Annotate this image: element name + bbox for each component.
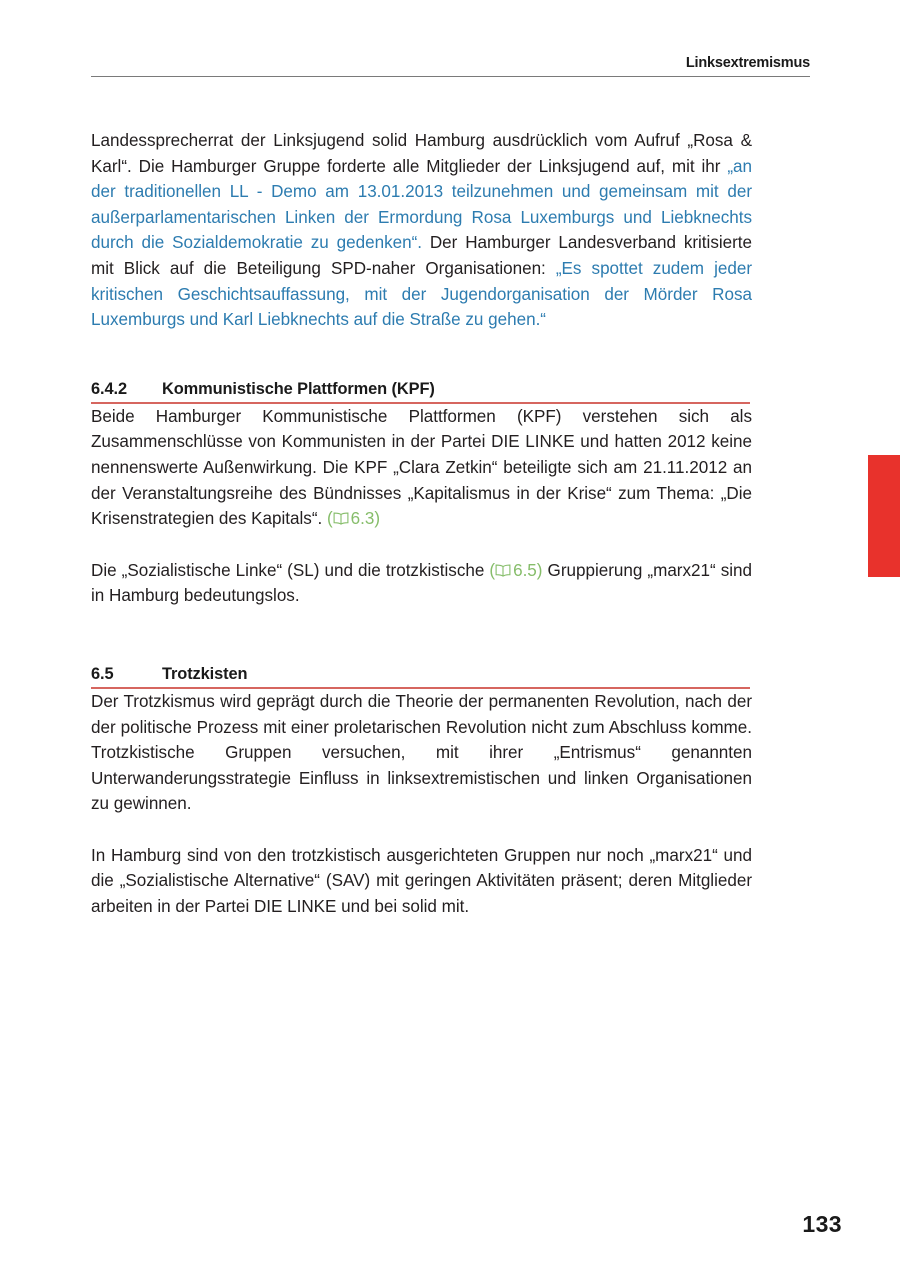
cross-reference-open-paren: ( (326, 509, 333, 529)
heading-6-5-number: 6.5 (91, 664, 114, 683)
cross-reference-6-5[interactable] (489, 561, 542, 580)
paragraph-3-part-b: Gruppierung „marx21“ sind in Hamburg bedeutungslos. (91, 560, 753, 606)
paragraph-3-part-a: Die „Sozialistische Linke“ (SL) und die trotzkistische (91, 560, 490, 580)
paragraph-2-text: Beide Hamburger Kommunistische Plattformen (KPF) verstehen sich als Zusammenschlüsse von Kommunisten in der Partei DIE LINKE und hatten 2012 keine nennenswerte Außenwirkung. Die KPF „Clara Zetkin“ beteiligte sich am 21.11.2012 an der Veranstaltungsreihe des Bündnisses „Kapitalismus in der Krise“ zum Thema: „Die Krisenstrategien des Kapitals“. (91, 406, 752, 529)
heading-6-4-2 (91, 380, 750, 404)
cross-reference-close-paren: ) (536, 560, 543, 580)
running-head (91, 55, 810, 77)
paragraph-1-part-b: Der Hamburger Landesverband kritisierte mit Blick auf die Beteiligung SPD-naher Organisationen: (91, 233, 752, 278)
cross-reference-label: 6.5 (513, 560, 537, 580)
paragraph-1-quote-1: „an der traditionellen LL - Demo am 13.01.2013 teilzunehmen und gemeinsam mit der außerparlamentarischen Linken der Ermordung Rosa Luxemburgs und Liebknechts durch die Sozialdemokratie zu gedenken“. (91, 156, 752, 253)
paragraph-3 (91, 558, 752, 609)
text-column (91, 128, 752, 920)
paragraph-5: In Hamburg sind von den trotzkistisch ausgerichteten Gruppen nur noch „marx21“ und die „Sozialistische Alternative“ (SAV) mit geringen Aktivitäten präsent; deren Mitglieder arbeiten in der Partei DIE LINKE und bei solid mit. (91, 845, 752, 917)
paragraph-4: Der Trotzkismus wird geprägt durch die Theorie der permanenten Revolution, nach der der politische Prozess mit einer proletarischen Revolution nicht zum Abschluss komme. Trotzkistische Gruppen versuchen, mit ihrer „Entrismus“ genannten Unterwanderungsstrategie Einfluss in linksextremistischen und linken Organisationen zu gewinnen. (91, 691, 752, 814)
heading-6-5-title: Trotzkisten (162, 664, 248, 683)
heading-6-4-2-number: 6.4.2 (91, 379, 127, 398)
paragraph-2 (91, 404, 752, 532)
heading-6-5 (91, 665, 750, 689)
cross-reference-label: 6.3 (350, 509, 375, 529)
cross-reference-6-3[interactable] (327, 509, 380, 528)
chapter-side-tab (868, 455, 900, 577)
running-head-rule (91, 76, 810, 77)
book-icon (495, 564, 511, 577)
heading-6-4-2-title: Kommunistische Plattformen (KPF) (162, 379, 435, 398)
paragraph-1-quote-2: „Es spottet zudem jeder kritischen Geschichtsauffassung, mit der Jugendorganisation der Mörder Rosa Luxemburgs und Karl Liebknechts auf die Straße zu gehen.“ (91, 258, 752, 330)
cross-reference-open-paren: ( (489, 560, 496, 580)
book-icon (333, 512, 349, 525)
page-number: 133 (802, 1211, 842, 1237)
cross-reference-close-paren: ) (374, 509, 381, 529)
running-head-title: Linksextremismus (685, 55, 810, 71)
paragraph-1-part-a: Landessprecherrat der Linksjugend solid Hamburg ausdrücklich vom Aufruf „Rosa & Karl“. Die Hamburger Gruppe forderte alle Mitglieder der Linksjugend auf, mit ihr (91, 131, 752, 176)
paragraph-1 (91, 128, 752, 333)
